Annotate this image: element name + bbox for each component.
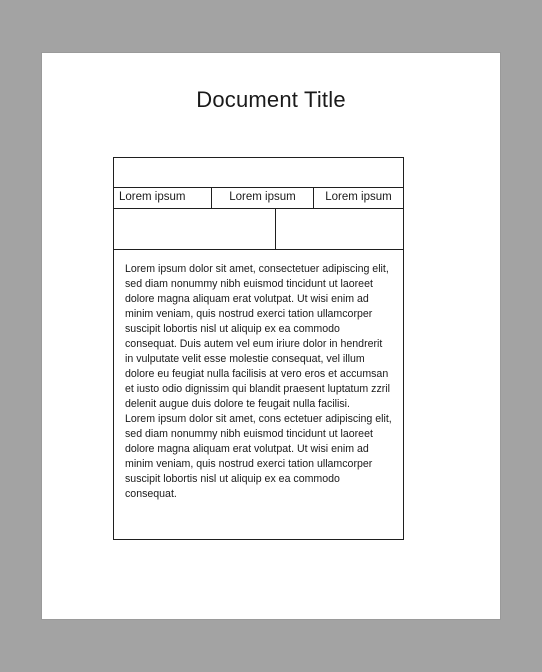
document-page <box>42 53 500 619</box>
table-column-3: Lorem ipsum <box>325 191 392 203</box>
body-text <box>125 262 393 502</box>
table-header-row <box>114 158 403 188</box>
content-table <box>113 157 404 540</box>
table-column-1: Lorem ipsum <box>114 188 212 208</box>
table-split-cell-right <box>276 209 403 249</box>
table-column-2: Lorem ipsum <box>212 188 314 208</box>
document-title: Document Title <box>196 87 346 112</box>
table-split-cell-left <box>114 209 276 249</box>
body-paragraph: Lorem ipsum dolor sit amet, cons ectetuer adipiscing elit, sed diam nonummy nibh euismod tincidunt ut laoreet dolore magna aliquam erat volutpat. Ut wisi enim ad minim veniam, quis nostrud exerci tation ullamcorper suscipit lobortis nisl ut aliquip ex ea commodo consequat. <box>125 413 392 500</box>
body-paragraph: Lorem ipsum dolor sit amet, consectetuer adipiscing elit, sed diam nonummy nibh euismod tincidunt ut laoreet dolore magna aliquam erat volutpat. Ut wisi enim ad minim veniam, quis nostrud exerci tation ullamcorper suscipit lobortis nisl ut aliquip ex ea commodo consequat. Duis autem vel eum iriure dolor in hendrerit in vulputate velit esse molestie consequat, vel illum dolore eu feugiat nulla facilisis at vero eros et accumsan et iusto odio dignissim qui blandit praesent luptatum zzril delenit augue duis dolore te feugait nulla facilisi. <box>125 263 390 410</box>
table-split-row <box>114 209 403 250</box>
table-label-row <box>114 188 403 209</box>
